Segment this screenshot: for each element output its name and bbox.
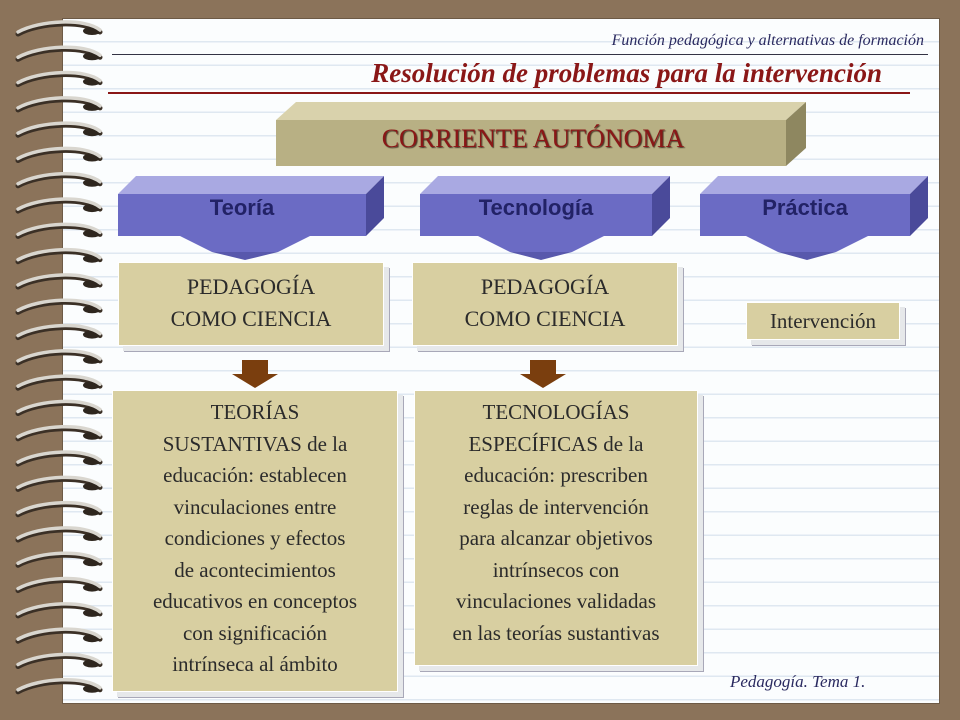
- pedagogia-box-1: [118, 262, 384, 346]
- tecnologias-box: [414, 390, 698, 666]
- slide-subtitle: Función pedagógica y alternativas de formación: [611, 32, 924, 49]
- teorias-line: TEORÍAS: [210, 400, 300, 424]
- tecnologias-line: para alcanzar objetivos: [459, 526, 653, 550]
- teorias-box: [112, 390, 398, 692]
- tecnologias-line: reglas de intervención: [463, 494, 649, 519]
- tecnologia-label: Tecnología: [478, 195, 594, 220]
- corriente-label: CORRIENTE AUTÓNOMA: [381, 124, 685, 153]
- intervencion-box: Intervención: [746, 302, 900, 340]
- teorias-line: condiciones y efectos: [164, 526, 346, 550]
- practica-label: Práctica: [762, 195, 848, 220]
- tecnologias-line: TECNOLOGÍAS: [482, 400, 630, 424]
- tecnologias-line: en las teorías sustantivas: [452, 620, 660, 645]
- pedagogia-line: PEDAGOGÍA: [186, 274, 316, 299]
- teorias-line: con significación: [182, 620, 328, 645]
- pedagogia-box-2: [412, 262, 678, 346]
- tecnologias-line: ESPECÍFICAS de la: [468, 431, 644, 456]
- tecnologias-line: intrínsecos con: [492, 557, 620, 582]
- tecnologias-line: vinculaciones validadas: [455, 589, 656, 613]
- slide-title: Resolución de problemas para la intervención: [371, 58, 882, 88]
- footer-text: Pedagogía. Tema 1.: [730, 672, 866, 691]
- down-arrow-1: [232, 360, 278, 388]
- teorias-line: vinculaciones entre: [173, 494, 337, 519]
- ciencia-line: COMO CIENCIA: [170, 306, 332, 331]
- down-arrow-2: [520, 360, 566, 388]
- teorias-line: intrínseca al ámbito: [172, 652, 338, 676]
- pedagogia-line: PEDAGOGÍA: [480, 274, 610, 299]
- tecnologias-line: educación: prescriben: [464, 463, 648, 487]
- ciencia-line: COMO CIENCIA: [464, 306, 626, 331]
- teorias-line: SUSTANTIVAS de la: [162, 431, 348, 456]
- teorias-line: educativos en conceptos: [152, 589, 358, 613]
- teoria-label: Teoría: [209, 195, 275, 220]
- teorias-line: educación: establecen: [163, 463, 347, 487]
- teorias-line: de acontecimientos: [174, 557, 336, 582]
